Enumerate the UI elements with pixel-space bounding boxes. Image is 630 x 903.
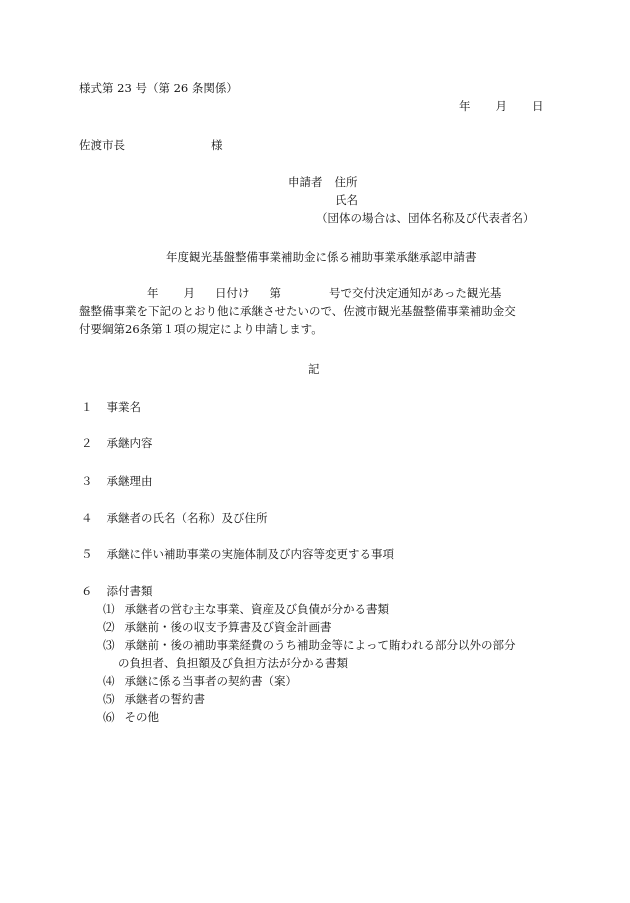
item-number: １ [81, 400, 93, 414]
item-number: ３ [81, 474, 93, 488]
item-number: ６ [81, 584, 93, 598]
list-item [81, 583, 153, 599]
item-text: 承継者の氏名（名称）及び住所 [106, 511, 268, 525]
attachment-item [103, 601, 389, 617]
attachment-text: 承継に係る当事者の契約書（案） [124, 674, 297, 688]
body-line-3: 付要綱第26条第１項の規定により申請します。 [79, 322, 323, 336]
body-month-label: 月 [183, 286, 195, 300]
ki-heading: 記 [308, 362, 320, 376]
form-number: 様式第 23 号（第 26 条関係） [79, 81, 238, 95]
body-line-1 [147, 285, 501, 301]
attachment-text: 承継者の営む主な事業、資産及び負債が分かる書類 [124, 602, 389, 616]
applicant-name-label: 氏名 [335, 193, 358, 207]
applicant-group-note: （団体の場合は、団体名称及び代表者名） [316, 211, 535, 225]
recipient-name: 佐渡市長 [79, 138, 125, 152]
body-line-1-rest: 号で交付決定通知があった観光基 [329, 286, 502, 300]
attachment-item [103, 709, 159, 725]
attachment-continuation: の負担者、負担額及び負担方法が分かる書類 [118, 656, 348, 670]
item-text: 事業名 [106, 400, 141, 414]
date-day-label: 日 [532, 99, 544, 113]
item-text: 承継に伴い補助事業の実施体制及び内容等変更する事項 [106, 547, 394, 561]
list-item [81, 473, 153, 489]
body-dai-label: 第 [269, 286, 281, 300]
attachment-number: ⑹ [103, 710, 115, 724]
item-number: ２ [81, 436, 93, 450]
list-item [81, 435, 153, 451]
body-dated-label: 日付け [215, 286, 250, 300]
attachment-text: 承継前・後の収支予算書及び資金計画書 [124, 620, 332, 634]
attachment-item [103, 673, 297, 689]
list-item [81, 510, 268, 526]
recipient-line [79, 137, 223, 153]
attachment-text: その他 [124, 710, 159, 724]
item-text: 承継理由 [106, 474, 153, 488]
date-month-label: 月 [495, 99, 507, 113]
attachment-text: 承継者の誓約書 [124, 692, 205, 706]
document-title: 年度観光基盤整備事業補助金に係る補助事業承継承認申請書 [166, 250, 477, 264]
item-number: ５ [81, 547, 93, 561]
attachment-item [103, 619, 332, 635]
attachment-number: ⑶ [103, 638, 115, 652]
recipient-honorific: 様 [211, 138, 223, 152]
attachment-item [103, 637, 516, 653]
applicant-address-label: 住所 [334, 175, 358, 189]
body-year-label: 年 [147, 286, 159, 300]
applicant-label: 申請者 [288, 175, 323, 189]
attachment-number: ⑴ [103, 602, 115, 616]
item-number: ４ [81, 511, 93, 525]
applicant-address-line [288, 174, 358, 190]
list-item [81, 546, 394, 562]
attachment-item [103, 691, 205, 707]
list-item [81, 399, 141, 415]
attachment-number: ⑷ [103, 674, 115, 688]
body-line-2: 盤整備事業を下記のとおり他に承継させたいので、佐渡市観光基盤整備事業補助金交 [79, 304, 516, 318]
item-text: 承継内容 [106, 436, 153, 450]
item-text: 添付書類 [106, 584, 153, 598]
attachment-number: ⑸ [103, 692, 115, 706]
attachment-number: ⑵ [103, 620, 115, 634]
date-line [459, 98, 544, 114]
date-year-label: 年 [459, 99, 471, 113]
attachment-text: 承継前・後の補助事業経費のうち補助金等によって賄われる部分以外の部分 [124, 638, 516, 652]
